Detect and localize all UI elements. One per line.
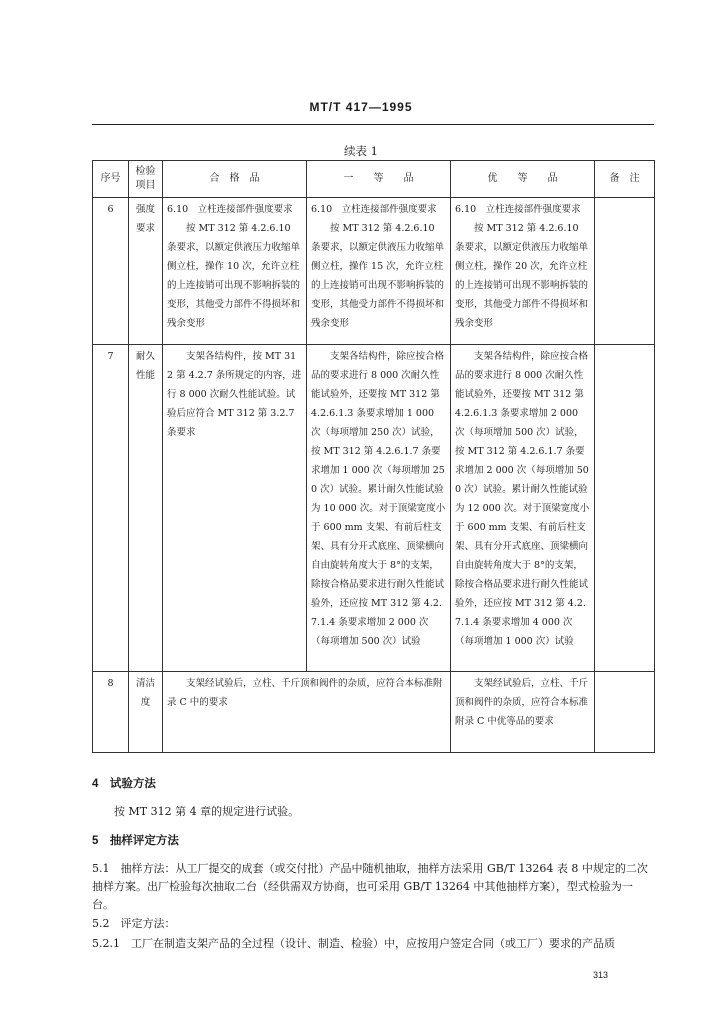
column-header: 序号 (93, 161, 129, 198)
cell-body: 支架经试验后，立柱、千斤顶和阀件的杂质，应符合本标准附录 C 中优等品的要求 (455, 678, 589, 727)
cell-title: 6.10 立柱连接部件强度要求 (167, 204, 293, 215)
cell-body: 支架经试验后，立柱、千斤顶和阀件的杂质，应符合本标准附录 C 中的要求 (167, 678, 443, 708)
section-4-heading: 4 试验方法 (92, 778, 156, 790)
row-item: 清洁度 (129, 672, 163, 753)
row-number: 7 (93, 345, 129, 672)
qualified-cell (163, 345, 307, 672)
standard-header: MT/T 417—1995 (309, 100, 413, 114)
column-header: 检验项目 (129, 161, 163, 198)
cell-title: 6.10 立柱连接部件强度要求 (455, 204, 581, 215)
continuation-table (92, 160, 655, 753)
first-grade-cell (307, 198, 451, 345)
table-header-row (93, 161, 655, 198)
premium-grade-cell (451, 345, 595, 672)
cell-body: 支架各结构件，除应按合格品的要求进行 8 000 次耐久性能试验外，还要按 MT 312 第 4.2.6.1.3 条要求增加 1 000 次（每项增加 250 次）试验，按 MT 312 第 4.2.6.1.7 条要求增加 1 000 次（每项增加 250 次）试验。累计耐久性能试验为 10 000 次。对于顶梁宽度小于 600 mm 支架、有前后柱支架、具有分开式底座、顶梁横向自由旋转角度大于 8°的支架，除按合格品要求进行耐久性能试验外，还应按 MT 312 第 4.2.7.1.4 条要求增加 2 000 次（每项增加 500 次）试验 (311, 351, 446, 647)
row-item: 耐久性能 (129, 345, 163, 672)
note-cell (595, 198, 655, 345)
row-number: 6 (93, 198, 129, 345)
premium-grade-cell (451, 672, 595, 753)
section-5-1-text: 5.1 抽样方法：从工厂提交的成套（或交付批）产品中随机抽取，抽样方法采用 GB/T 13264 表 8 中规定的二次抽样方案。出厂检验每次抽取二台（经供需双方协商，也可采用 GB/T 13264 中其他抽样方案），型式检验为一台。 (92, 862, 648, 911)
row-item: 强度要求 (129, 198, 163, 345)
cell-title: 6.10 立柱连接部件强度要求 (311, 204, 437, 215)
page-number: 313 (593, 970, 609, 980)
table-row (93, 198, 655, 345)
note-cell (595, 672, 655, 753)
header-rule (92, 124, 654, 125)
first-grade-cell (307, 345, 451, 672)
qualified-first-merged-cell (163, 672, 451, 753)
column-header: 备 注 (595, 161, 655, 198)
cell-body: 按 MT 312 第 4.2.6.10 条要求，以额定供液压力收缩单侧立柱，操作 10 次，允许立柱的上连接销可出现不影响拆装的变形，其他受力部件不得损坏和残余变形 (167, 223, 301, 329)
note-cell (595, 345, 655, 672)
column-header: 优 等 品 (451, 161, 595, 198)
row-number: 8 (93, 672, 129, 753)
cell-body: 按 MT 312 第 4.2.6.10 条要求，以额定供液压力收缩单侧立柱，操作 20 次，允许立柱的上连接销可出现不影响拆装的变形，其他受力部件不得损坏和残余变形 (455, 223, 589, 329)
column-header: 合 格 品 (163, 161, 307, 198)
section-4-text: 按 MT 312 第 4 章的规定进行试验。 (114, 805, 300, 818)
section-5-heading: 5 抽样评定方法 (92, 835, 179, 847)
column-header: 一 等 品 (307, 161, 451, 198)
table-row (93, 345, 655, 672)
premium-grade-cell (451, 198, 595, 345)
table-row (93, 672, 655, 753)
section-5-2-text: 5.2 评定方法： (92, 917, 176, 930)
cell-body: 支架各结构件，除应按合格品的要求进行 8 000 次耐久性能试验外，还要按 MT 312 第 4.2.6.1.3 条要求增加 2 000 次（每项增加 500 次）试验，按 MT 312 第 4.2.6.1.7 条要求增加 2 000 次（每项增加 500 次）试验。累计耐久性能试验为 12 000 次。对于顶梁宽度小于 600 mm 支架、有前后柱支架、具有分开式底座、顶梁横向自由旋转角度大于 8°的支架，除按合格品要求进行耐久性能试验外，还应按 MT 312 第 4.2.7.1.4 条要求增加 4 000 次（每项增加 1 000 次）试验 (455, 351, 590, 647)
qualified-cell (163, 198, 307, 345)
table-caption: 续表 1 (344, 144, 378, 158)
cell-body: 支架各结构件，按 MT 312 第 4.2.7 条所规定的内容，进行 8 000 次耐久性能试验。试验后应符合 MT 312 第 3.2.7 条要求 (167, 351, 302, 438)
section-5-2-1-text: 5.2.1 工厂在制造支架产品的全过程（设计、制造、检验）中，应按用户签定合同（或工厂）要求的产品质 (92, 937, 615, 950)
cell-body: 按 MT 312 第 4.2.6.10 条要求，以额定供液压力收缩单侧立柱，操作 15 次，允许立柱的上连接销可出现不影响拆装的变形，其他受力部件不得损坏和残余变形 (311, 223, 445, 329)
